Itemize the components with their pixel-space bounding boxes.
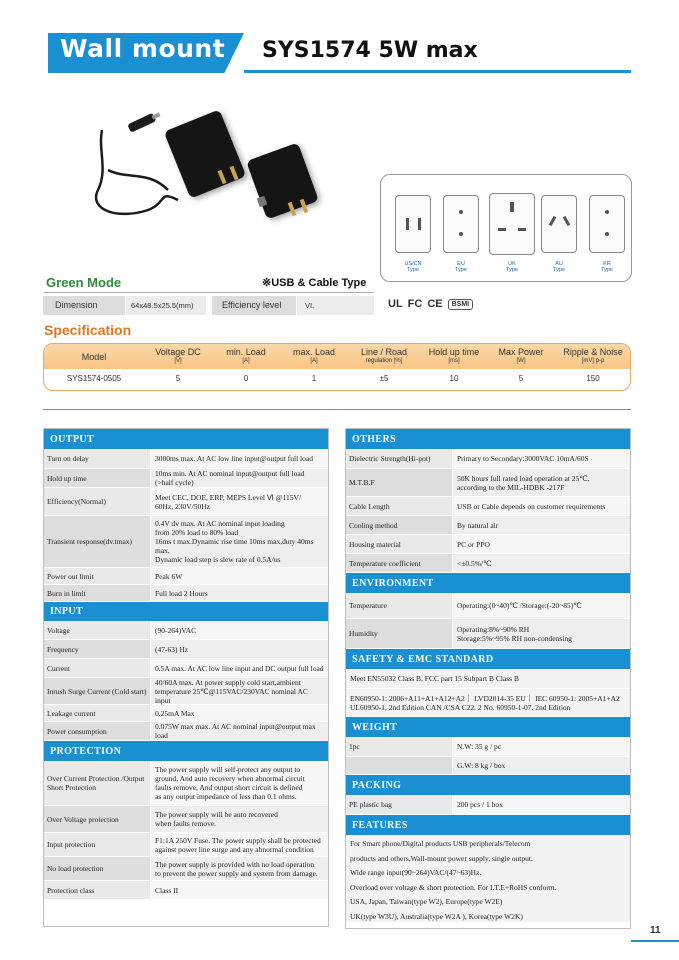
plug-uk-icon (489, 193, 535, 255)
plug-label: AU Type (553, 261, 565, 273)
feature-line: UK(type W3U), Australia(type W2A ), Korea(type W2K) (350, 911, 523, 921)
packing-label: PE plastic bag (346, 795, 452, 814)
output-value (150, 585, 328, 601)
input-value (150, 621, 328, 639)
value-line: when faults remove. (155, 819, 217, 828)
spec-col-header: max. Load [A] (292, 347, 336, 364)
value-line: ground, And auto recovery when abnormal circuit (155, 774, 305, 783)
weight-rows (346, 737, 630, 775)
protection-label: No load protection (44, 857, 150, 880)
value-line: The power supply is provided with no load operation (155, 859, 315, 869)
packing-row (346, 795, 630, 815)
output-row (44, 585, 328, 602)
input-row (44, 621, 328, 640)
input-label: Frequency (44, 640, 150, 658)
feature-line: Overload over voltage & short protection. For I.T.E+RoHS conform. (350, 882, 557, 892)
protection-row (44, 881, 328, 900)
section-header-features: FEATURES (346, 815, 630, 835)
protection-label: Input protection (44, 833, 150, 856)
environment-row (346, 593, 630, 619)
right-spec-column (345, 428, 631, 929)
input-row (44, 659, 328, 678)
output-rows (44, 449, 328, 602)
protection-value (150, 857, 328, 880)
others-row (346, 535, 630, 554)
value-line: Meet CEC, DOE, ERP, MEPS Level Ⅵ @115V/ (155, 492, 302, 502)
output-label: Turn on delay (44, 449, 150, 468)
value-line: to prevent the power supply and system from damage. (155, 868, 318, 878)
input-label: Leakage current (44, 705, 150, 721)
protection-value (150, 881, 328, 899)
value-line: 10ms min. At AC nominal input@output full load (155, 469, 305, 478)
ce-mark: CE (427, 298, 443, 310)
spec-value: 1 (311, 374, 317, 383)
plug-label: UK Type (506, 261, 518, 273)
value-line: Primary to Secondary:3000VAC 10mA/60S (457, 454, 589, 463)
weight-row (346, 757, 630, 775)
value-line: F1:1A 250V Fuse. The power supply shall be protected (155, 835, 321, 845)
safety-emc-line: Meet EN55032 Class B, FCC part 15 Subpart B Class B (346, 669, 630, 689)
input-row (44, 678, 328, 705)
environment-label: Temperature (346, 593, 452, 618)
spec-col-header: min. Load [A] (226, 347, 266, 364)
spec-value: 150 (586, 374, 600, 383)
value-line: Full load 2 Hours (155, 588, 208, 598)
input-label: Voltage (44, 621, 150, 639)
spec-col-header: Line / Road regulation [%] (360, 347, 408, 364)
others-row (346, 469, 630, 497)
adapter-usb-type (246, 142, 319, 219)
value-line: 3000ms max. At AC low line input@output full load (155, 454, 313, 463)
page-underline (631, 940, 679, 942)
plug-us-icon (395, 195, 431, 253)
output-value (150, 568, 328, 584)
weight-value (452, 757, 630, 774)
spec-value: 10 (449, 374, 459, 383)
section-header-input: INPUT (44, 602, 328, 621)
input-row (44, 705, 328, 722)
others-value (452, 469, 630, 496)
value-line: 0.075W max max. At AC nominal input@output max load (155, 722, 316, 740)
others-label: Housing material (346, 535, 452, 553)
value-line: as any output impedance of less than 0.1 ohms. (155, 792, 297, 801)
left-spec-column (43, 428, 329, 927)
input-row (44, 722, 328, 741)
others-value (452, 535, 630, 553)
others-row (346, 449, 630, 469)
input-value (150, 678, 328, 704)
protection-row (44, 833, 328, 857)
dimension-value: 64x48.5x25.5(mm) (126, 296, 206, 315)
others-value (452, 497, 630, 515)
page-number: 11 (650, 925, 661, 936)
value-line: 60Hz, 230V/50Hz (155, 501, 210, 511)
packing-value (452, 795, 630, 814)
output-value (150, 469, 328, 487)
weight-row (346, 737, 630, 757)
protection-row (44, 857, 328, 881)
usb-cable-note: ※USB & Cable Type (262, 277, 367, 289)
protection-rows (44, 761, 328, 900)
others-value (452, 449, 630, 468)
value-line: Dynamic load step is slew rate of 0.5A/us (155, 555, 281, 564)
value-line: Peak 6W (155, 571, 183, 581)
spec-col-header: Voltage DC [V] (155, 347, 201, 364)
environment-label: Humidity (346, 619, 452, 648)
protection-row (44, 761, 328, 806)
value-line: according to the MIL-HDBK -217F (457, 482, 565, 492)
protection-label: Over Current Protection /Output Short Protection (44, 761, 150, 805)
output-row (44, 449, 328, 469)
spec-col-header: Model (81, 352, 107, 362)
others-row (346, 554, 630, 573)
environment-value (452, 593, 630, 618)
value-line: 0.5A max. At AC low line input and DC output full load (155, 663, 324, 673)
input-value (150, 722, 328, 740)
weight-label (346, 757, 452, 774)
efficiency-value: VI. (297, 296, 374, 315)
dimension-label: Dimension (43, 296, 125, 315)
input-value (150, 705, 328, 721)
value-line: Storage:5%~95% RH non-condensing (457, 633, 572, 643)
protection-label: Protection class (44, 881, 150, 899)
value-line: 16ms t max.Dynamic rise time 10ms max,duty 40ms max, (155, 537, 314, 555)
plug-kr-icon (589, 195, 625, 253)
spec-value: 0 (243, 374, 249, 383)
section-header-weight: WEIGHT (346, 717, 630, 737)
others-rows (346, 449, 630, 573)
value-line: 0.4V dv max. At AC nominal input loading (155, 519, 285, 528)
input-rows (44, 621, 328, 741)
input-value (150, 659, 328, 677)
environment-rows (346, 593, 630, 649)
value-line: (47-63) Hz (155, 644, 189, 654)
divider (44, 292, 374, 293)
safety-standard-lines: EN60950-1: 2006+A11+A1+A12+A2｜ LVD2014-35 EU｜ IEC 60950-1: 2005+A1+A2 UL60950-1, 2nd Edition CAN /CSA C22. 2 No. 60950-1-07, 2nd Edition (346, 689, 630, 717)
output-row (44, 516, 328, 568)
efficiency-label: Efficiency level (212, 296, 296, 315)
section-header-protection: PROTECTION (44, 741, 328, 761)
protection-value (150, 761, 328, 805)
section-separator (43, 409, 631, 410)
value-line: (90-264)VAC (155, 625, 197, 635)
spec-col-header: Hold up time [ms] (428, 347, 480, 364)
page-title: Wall mount (60, 34, 226, 63)
value-line: from 20% load to 80% load (155, 528, 239, 537)
input-label: Current (44, 659, 150, 677)
value-line: PC or PPO (457, 539, 490, 549)
plug-au-icon (541, 195, 577, 253)
value-line: 0.25mA Max (155, 708, 195, 718)
protection-value (150, 833, 328, 856)
ul-mark: UL (388, 298, 403, 310)
spec-value: 5 (175, 374, 181, 383)
input-label: Power consumption (44, 722, 150, 740)
specification-title: Specification (44, 322, 132, 338)
section-header-packing: PACKING (346, 775, 630, 795)
plug-label: KR Type (601, 261, 613, 273)
feature-line: USA, Japan, Taiwan(type W2), Europe(type W2E) (350, 897, 503, 906)
protection-row (44, 806, 328, 833)
input-value (150, 640, 328, 658)
others-value (452, 554, 630, 572)
others-label: Cooling method (346, 516, 452, 534)
output-label: Burn in limit (44, 585, 150, 601)
value-line: (>half cycle) (155, 478, 194, 487)
section-header-others: OTHERS (346, 429, 630, 449)
plug-label: US/CN Type (404, 261, 422, 273)
output-label: Hold up time (44, 469, 150, 487)
model-title: SYS1574 5W max (262, 38, 478, 63)
output-row (44, 469, 328, 488)
output-value (150, 449, 328, 468)
protection-value (150, 806, 328, 832)
others-label: Temperature coefficient (346, 554, 452, 572)
spec-value: ±5 (379, 374, 389, 383)
packing-rows (346, 795, 630, 815)
value-line: Operating:(0~40)℃ /Storage:(-20~85)℃ (457, 601, 582, 610)
others-row (346, 497, 630, 516)
feature-line: Wide range input(90~264)VAC/(47~63)Hz. (350, 868, 482, 877)
specification-table (43, 343, 631, 391)
value-line: 40/60A max. At power supply cold start,ambient (155, 677, 301, 687)
input-row (44, 640, 328, 659)
value-line: against power line surge and any abnormal condition (155, 844, 314, 854)
others-label: Dielectric Strength(Hi-pot) (346, 449, 452, 468)
value-line: temperature 25℃@115VAC/230VAC nominal AC input (155, 686, 308, 705)
value-line: 50K hours full rated load operation at 25℃, (457, 473, 590, 483)
header-underline (244, 70, 631, 73)
others-row (346, 516, 630, 535)
certification-logos (388, 296, 473, 312)
others-label: Cable Length (346, 497, 452, 515)
feature-line: For Smart phone/Digital products USB peripherals/Telecom (350, 839, 531, 848)
output-label: Power out limit (44, 568, 150, 584)
value-line: By natural air (457, 520, 499, 530)
value-line: Operating:8%~90% RH (457, 624, 530, 634)
value-line: Class II (155, 885, 179, 895)
input-label: Inrush Surge Current (Cold start) (44, 678, 150, 704)
others-label: M.T.B.F (346, 469, 452, 496)
plug-eu-icon (443, 195, 479, 253)
value-line: faults remove, And output short circuit is defined (155, 783, 303, 792)
output-label: Efficiency(Normal) (44, 488, 150, 515)
spec-model-value: SYS1574-0505 (66, 374, 122, 383)
value-line: G.W: 8 kg / box (457, 761, 506, 770)
value-line: N.W: 35 g / pc (457, 742, 502, 751)
output-value (150, 516, 328, 567)
others-value (452, 516, 630, 534)
weight-label: 1pc (346, 737, 452, 756)
section-header-environment: ENVIRONMENT (346, 573, 630, 593)
spec-value: 5 (518, 374, 524, 383)
output-label: Transient response(dv.tmax) (44, 516, 150, 567)
value-line: <±0.5%/℃ (457, 558, 492, 568)
output-value (150, 488, 328, 515)
environment-value (452, 619, 630, 648)
weight-value (452, 737, 630, 756)
protection-label: Over Voltage protection (44, 806, 150, 832)
value-line: The power supply will self-protect any output to (155, 765, 301, 774)
features-list (346, 835, 630, 923)
value-line: The power supply will be auto recovered (155, 810, 278, 819)
green-mode-title: Green Mode (46, 275, 122, 290)
value-line: 200 pcs / 1 box (457, 800, 503, 809)
plug-label: EU Type (455, 261, 467, 273)
section-header-output: OUTPUT (44, 429, 328, 449)
fcc-mark: FC (407, 298, 423, 310)
feature-line: products and others,Wall-mount power supply, single output. (350, 853, 533, 863)
spec-col-header: Max Power [W] (498, 347, 544, 364)
bsmi-mark: BSMI (448, 299, 474, 310)
section-header-safety: SAFETY & EMC STANDARD (346, 649, 630, 669)
output-row (44, 568, 328, 585)
environment-row (346, 619, 630, 649)
output-row (44, 488, 328, 516)
spec-col-header: Ripple & Noise [mV] p-p (563, 347, 623, 364)
value-line: USB or Cable depends on customer requirements (457, 501, 606, 511)
plug-types-diagram (380, 174, 632, 282)
